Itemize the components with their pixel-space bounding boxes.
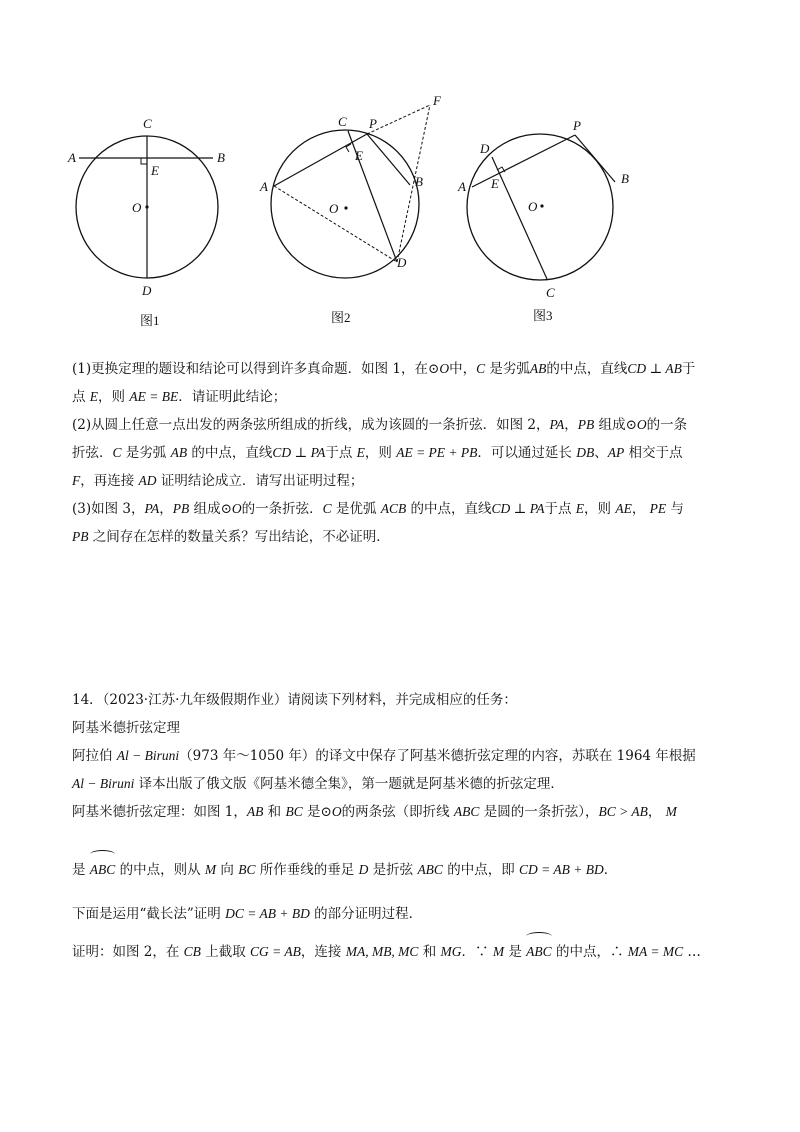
math: PE (649, 501, 667, 516)
q14-intro (72, 742, 732, 826)
math: AP (607, 445, 625, 460)
label-f: F (433, 93, 441, 108)
text: 是劣弧 (485, 361, 530, 377)
text: ．可以通过延长 (477, 445, 577, 461)
q13-part3 (72, 495, 732, 551)
math: DB (576, 445, 595, 460)
math: PA (549, 417, 565, 432)
text: 译本出版了俄文版《阿基米德全集》，第一题就是阿基米德的折弦定理． (134, 776, 564, 792)
math: Al − Biruni (72, 776, 135, 791)
label-d: D (480, 141, 490, 156)
right-angle-mark (141, 158, 147, 164)
text: 的一条折弦． (241, 501, 323, 517)
label-p: P (573, 118, 581, 133)
text: 是劣弧 (121, 445, 171, 461)
text: ．∵ (461, 944, 493, 960)
label-p: P (369, 116, 377, 131)
math: DC = AB + BD (225, 906, 310, 921)
label-e: E (151, 163, 159, 178)
text: 折弦． (72, 445, 113, 461)
text: ．请证明此结论； (178, 389, 287, 405)
math: CG = AB (250, 944, 301, 959)
text: 上截取 (200, 944, 251, 960)
text: 是 (72, 862, 90, 878)
text: ，则 (584, 501, 616, 517)
math: E (89, 389, 99, 404)
text: 下面是运用“截长法”证明 (72, 906, 226, 922)
math: D (358, 862, 369, 877)
math: CD ⊥ PA (272, 445, 326, 460)
math: C (112, 445, 122, 460)
circle-symbol: ⊙O (625, 417, 647, 432)
math: BC (285, 804, 303, 819)
math: MG (440, 944, 462, 959)
label-d: D (397, 255, 407, 270)
text: 证明结论成立．请写出证明过程； (156, 473, 364, 489)
text: 组成 (189, 501, 221, 517)
text: 阿拉伯 (72, 748, 117, 764)
label-b: B (415, 174, 423, 189)
q14-method (72, 900, 732, 928)
label-d: D (142, 283, 152, 298)
caption-1: 图1 (140, 313, 160, 328)
math: AB (170, 445, 188, 460)
math: AB (529, 361, 547, 376)
arc-abc: ABC (526, 938, 552, 966)
math: C (322, 501, 332, 516)
text: 是 (504, 944, 527, 960)
math: ACB (380, 501, 407, 516)
text: 是折弦 (368, 862, 418, 878)
text: 中， (449, 361, 477, 377)
figure-2-diagram (245, 90, 460, 330)
math: CD ⊥ PA (491, 501, 545, 516)
text: ． (603, 862, 618, 878)
text: 的中点，直线 (406, 501, 492, 517)
text: 是 (302, 804, 321, 820)
label-e: E (355, 148, 363, 163)
caption-2: 图2 (331, 310, 351, 325)
math: C (476, 361, 486, 376)
label-c: C (546, 285, 555, 300)
math: Al − Biruni (116, 748, 180, 763)
figure-1-diagram (60, 90, 240, 330)
q13-part2 (72, 411, 732, 495)
text: 、 (594, 445, 608, 461)
math: PA (144, 501, 160, 516)
text: ，则 (364, 445, 397, 461)
label-a: A (458, 179, 466, 194)
caption-3: 图3 (533, 308, 553, 323)
text: ，再连接 (80, 473, 139, 489)
math: PB (577, 417, 595, 432)
chord-pa (274, 134, 367, 186)
text: (2)从圆上任意一点出发的两条弦所组成的折线，成为该圆的一条折弦．如图 2， (72, 417, 550, 433)
math: PB (172, 501, 190, 516)
text: 的中点，则从 (115, 862, 205, 878)
math: MA, MB, MC (345, 944, 419, 959)
text: 是圆的一条折弦）， (479, 804, 599, 820)
math: PB (72, 529, 89, 544)
text: 组成 (594, 417, 626, 433)
question-header: 14．（2023·江苏·九年级假期作业）请阅读下列材料，并完成相应的任务： (72, 692, 517, 708)
label-b: B (621, 171, 629, 186)
math: CD = AB + BD (519, 862, 604, 877)
math: M (204, 862, 217, 877)
label-c: C (143, 116, 152, 131)
text: ， (647, 804, 666, 820)
math: ABC (453, 804, 480, 819)
text: 的中点，∴ (551, 944, 628, 960)
label-c: C (338, 114, 347, 129)
label-a: A (68, 150, 76, 165)
math: CB (183, 944, 201, 959)
arc-abc: ABC (90, 856, 116, 884)
text: ，则 (98, 389, 130, 405)
circle-symbol: ⊙O (220, 501, 242, 516)
line-cd (492, 157, 547, 279)
math: F (72, 473, 81, 488)
text: 相交于点 (624, 445, 683, 461)
text: 之间存在怎样的数量关系？写出结论，不必证明． (88, 529, 390, 545)
text: 的两条弦（即折线 (341, 804, 454, 820)
figure-2 (245, 90, 460, 330)
text: 于 (681, 361, 696, 377)
q14-proof (72, 938, 732, 966)
text: 点 (72, 389, 90, 405)
math: AE = PE + PB (396, 445, 478, 460)
text: 证明：如图 2，在 (72, 944, 184, 960)
text: 的部分证明过程． (309, 906, 423, 922)
math: AE = BE (129, 389, 179, 404)
label-a: A (260, 179, 268, 194)
text: 与 (666, 501, 684, 517)
figure-3 (455, 90, 655, 330)
math: AE (615, 501, 632, 516)
math: MA = MC (627, 944, 684, 959)
center-point (540, 204, 543, 207)
text: (3)如图 3， (72, 501, 145, 517)
text: ， (564, 417, 578, 433)
text: 阿基米德折弦定理：如图 1， (72, 804, 247, 820)
math: AD (138, 473, 157, 488)
text: ， (159, 501, 173, 517)
figure-1 (60, 90, 240, 330)
text: ，连接 (300, 944, 346, 960)
text: （973 年～1050 年）的译文中保存了阿基米德折弦定理的内容，苏联在 1964 年根据 (179, 748, 696, 764)
math: BC (238, 862, 256, 877)
text: 的中点，即 (442, 862, 520, 878)
text: 和 (418, 944, 441, 960)
text: 所作垂线的垂足 (255, 862, 359, 878)
label-o: O (132, 200, 142, 215)
text: 的一条 (646, 417, 688, 433)
q14-header (72, 686, 732, 742)
extension-db (397, 105, 430, 262)
text: (1)更换定理的题设和结论可以得到许多真命题．如图 1，在 (72, 361, 429, 377)
text: 是优弧 (331, 501, 381, 517)
text: ， (631, 501, 650, 517)
label-e: E (491, 176, 499, 191)
math: E (356, 445, 365, 460)
label-o: O (329, 201, 339, 216)
q14-theorem-cont (72, 856, 732, 884)
math: E (575, 501, 585, 516)
text: 向 (216, 862, 239, 878)
math: M (492, 944, 505, 959)
center-point (145, 205, 148, 208)
section-title: 阿基米德折弦定理 (72, 720, 180, 736)
text: 的中点，直线 (546, 361, 628, 377)
q13-part1 (72, 355, 732, 411)
label-b: B (217, 150, 225, 165)
math: CD ⊥ AB (627, 361, 682, 376)
segment-ad (274, 186, 397, 262)
chord-pb (575, 135, 615, 182)
figure-3-diagram (455, 90, 655, 330)
circle-symbol: ⊙O (428, 361, 450, 376)
circle-symbol: ⊙O (320, 804, 342, 819)
math: ABC (417, 862, 443, 877)
math: AB (246, 804, 264, 819)
text: … (683, 944, 701, 960)
text: 于点 (325, 445, 357, 461)
text: 于点 (544, 501, 576, 517)
text: 的中点，直线 (187, 445, 273, 461)
math: M (665, 804, 677, 819)
center-point (344, 206, 347, 209)
math: BC > AB (598, 804, 648, 819)
label-o: O (528, 199, 538, 214)
text: 和 (263, 804, 286, 820)
